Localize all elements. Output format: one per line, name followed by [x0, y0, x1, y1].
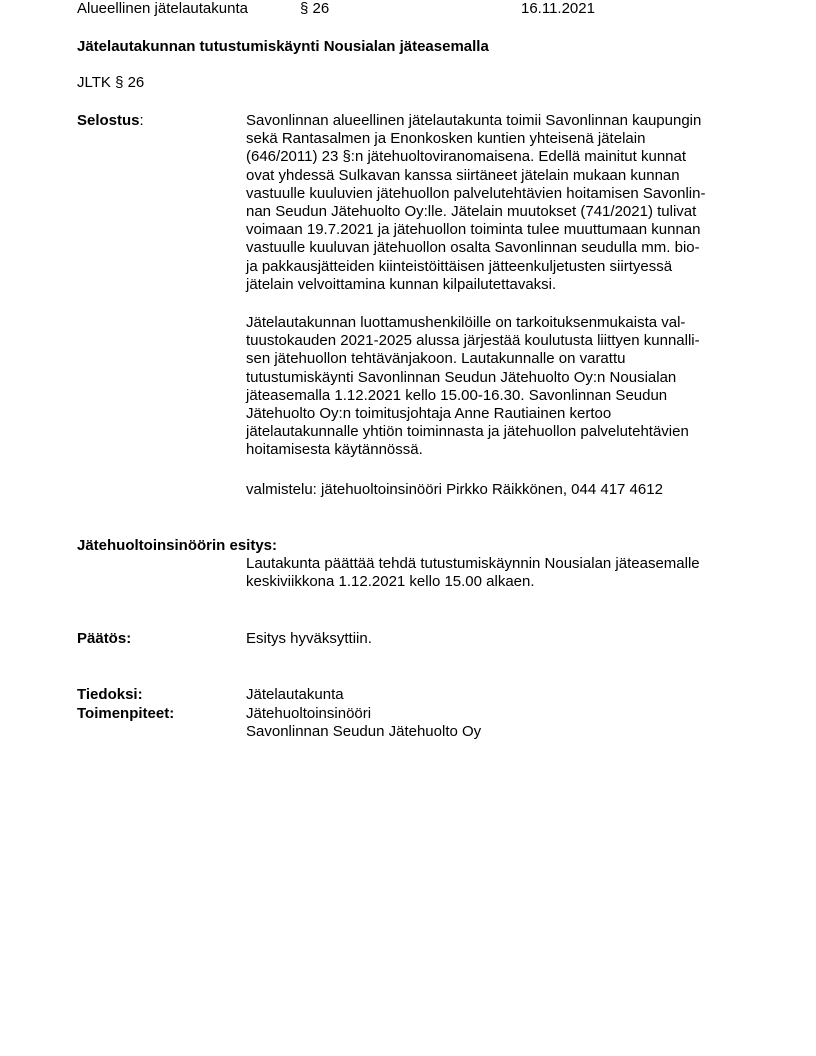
selostus-paragraph-1: [246, 112, 746, 294]
selostus-paragraph-2: [246, 314, 746, 460]
paragraph-line: jätelautakunnalle yhtiön toiminnasta ja jätehuollon palvelutehtävien: [246, 423, 689, 441]
esitys-label: Jätehuoltoinsinöörin esitys:: [77, 537, 278, 554]
paragraph-line: nan Seudun Jätehuolto Oy:lle. Jätelain muutokset (741/2021) tulivat: [246, 202, 697, 220]
tiedoksi-label: Tiedoksi:: [77, 686, 143, 703]
header-section: § 26: [300, 0, 330, 17]
esitys-text: [246, 555, 746, 591]
paragraph-line: sekä Rantasalmen ja Enonkosken kuntien yhteisenä jätelain: [246, 130, 646, 148]
paragraph-line: hoitamisesta käytännössä.: [246, 441, 423, 459]
paragraph-line: tutustumiskäynti Savonlinnan Seudun Jätehuolto Oy:n Nousialan: [246, 368, 677, 386]
tiedoksi-value: Jätelautakunta: [246, 686, 344, 703]
paragraph-line: sen jätehuollon tehtävänjakoon. Lautakunnalle on varattu: [246, 350, 626, 368]
header-organization: Alueellinen jätelautakunta: [77, 0, 248, 17]
esitys-line: keskiviikkona 1.12.2021 kello 15.00 alkaen.: [246, 573, 535, 591]
selostus-label-suffix: :: [139, 112, 144, 129]
toimenpiteet-value-1: Jätehuoltoinsinööri: [246, 705, 372, 722]
paragraph-line: tuustokauden 2021-2025 alussa järjestää koulutusta liittyen kunnalli-: [246, 332, 700, 350]
paragraph-line: Jätelautakunnan luottamushenkilöille on tarkoituksenmukaista val-: [246, 314, 686, 331]
preparer-line: valmistelu: jätehuoltoinsinööri Pirkko Räikkönen, 044 417 4612: [246, 481, 663, 498]
paatos-text: Esitys hyväksyttiin.: [246, 630, 372, 647]
paragraph-line: vastuulle kuuluvien jätehuollon palvelutehtävien hoitamisen Savonlin-: [246, 184, 706, 202]
paragraph-line: ovat yhdessä Sulkavan kanssa siirtäneet jätelain mukaan kunnan: [246, 166, 680, 184]
paragraph-line: Jätehuolto Oy:n toimitusjohtaja Anne Rautiainen kertoo: [246, 404, 612, 422]
paatos-label: Päätös:: [77, 630, 132, 647]
header-date: 16.11.2021: [521, 0, 595, 17]
paragraph-line: Savonlinnan alueellinen jätelautakunta toimii Savonlinnan kaupungin: [246, 112, 702, 129]
esitys-line: Lautakunta päättää tehdä tutustumiskäynnin Nousialan jäteasemalle: [246, 555, 700, 572]
document-title: Jätelautakunnan tutustumiskäynti Nousialan jäteasemalla: [77, 38, 489, 55]
toimenpiteet-value-2: Savonlinnan Seudun Jätehuolto Oy: [246, 723, 482, 740]
selostus-label: Selostus: [77, 112, 140, 129]
reference: JLTK § 26: [77, 74, 145, 91]
paragraph-line: jäteasemalla 1.12.2021 kello 15.00-16.30. Savonlinnan Seudun: [246, 386, 668, 404]
selostus-label-wrap: [77, 112, 144, 130]
paragraph-line: voimaan 19.7.2021 ja jätehuollon toiminta tulee muuttumaan kunnan: [246, 221, 701, 239]
paragraph-line: vastuulle kuuluvan jätehuollon osalta Savonlinnan seudulla mm. bio-: [246, 239, 700, 257]
toimenpiteet-label: Toimenpiteet:: [77, 705, 175, 722]
paragraph-line: jätelain velvoittamina kunnan kilpailutettavaksi.: [246, 275, 557, 293]
paragraph-line: (646/2011) 23 §:n jätehuoltoviranomaisena. Edellä mainitut kunnat: [246, 148, 687, 166]
paragraph-line: ja pakkausjätteiden kiinteistöittäisen jätteenkuljetusten siirtyessä: [246, 257, 673, 275]
